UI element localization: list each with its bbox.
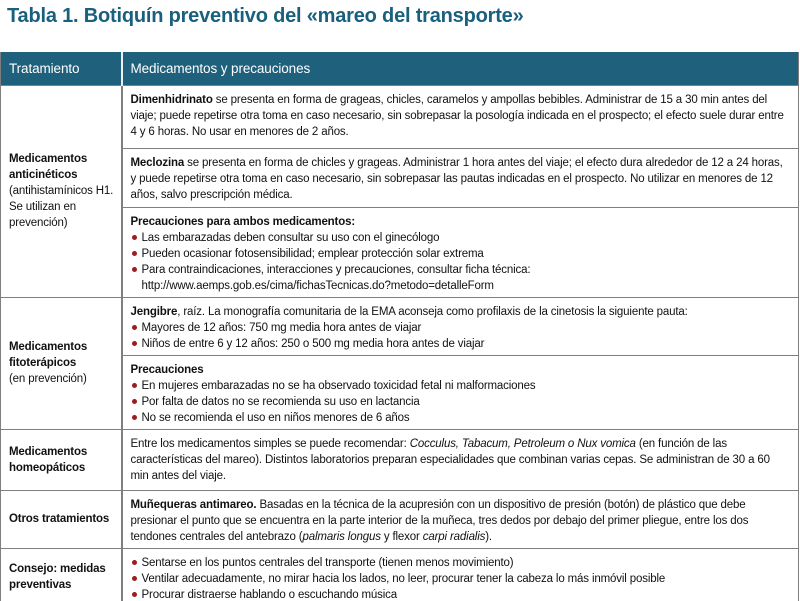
drug-paragraph [131,497,791,545]
bullet-text: Para contraindicaciones, interacciones y precauciones, consultar ficha técnica: [141,263,531,276]
treatment-name: Consejo: medidas preventivas [9,563,106,591]
table-row [1,429,799,490]
table-row [1,85,799,148]
table-row [1,548,799,601]
preventive-kit-table [0,52,799,601]
bullet-icon [132,576,137,581]
bullet-text: En mujeres embarazadas no se ha observado toxicidad fetal ni malformaciones [141,379,536,392]
treatment-note: (en prevención) [9,373,87,385]
treatment-name: Medicamentos homeopáticos [9,445,88,474]
cell-advice [122,548,799,601]
drug-name: Muñequeras antimareo. [130,498,257,511]
bullet-icon [132,383,137,388]
bullet-text: No se recomienda el uso en niños menores de 6 años [141,411,410,424]
treatment-name: Otros tratamientos [9,513,110,525]
bullet-icon [132,560,137,565]
bullet-text: Pueden ocasionar fotosensibilidad; emplear protección solar extrema [141,247,484,260]
table-row [1,297,799,355]
cell-text: Basadas en la técnica de la acupresión con un dispositivo de presión (botón) de plástico que debe presionar el punto que se encuentra en la parte interior de la muñeca, tres dedos por debajo del primer pliegue, entre los dos tendones centrales del antebrazo ( [130,498,749,543]
precautions-heading: Precauciones [130,363,204,376]
cell-jengibre [122,297,799,355]
ficha-tecnica-url: http://www.aemps.gob.es/cima/fichasTecnicas.do?metodo=detalleForm [141,279,494,292]
header-cell-treatment: Tratamiento [1,52,122,85]
cell-text: Entre los medicamentos simples se puede recomendar: [130,437,410,450]
cell-wristbands [122,490,799,548]
treatment-name: Medicamentos anticinéticos [9,153,88,181]
bullet-icon [132,415,137,420]
cell-text: y flexor [380,530,423,543]
treatment-cell-homeo [1,429,122,490]
bullet-text: Ventilar adecuadamente, no mirar hacia los lados, no leer, procurar tener la cabeza lo más inmóvil posible [141,572,666,585]
latin-names: Cocculus, Tabacum, Petroleum o Nux vomica [409,437,636,450]
precautions-heading: Precauciones para ambos medicamentos: [130,215,356,228]
table-row [1,490,799,548]
bullet-icon [132,341,137,346]
bullet-item [131,378,791,394]
bullet-icon [132,251,137,256]
drug-paragraph [131,155,791,203]
table-title: Tabla 1. Botiquín preventivo del «mareo del transporte» [7,5,524,27]
cell-text: (en función de las características del mareo). Distintos laboratorios preparan especialidades que combinan varias cepas. Se administran de 30 a 60 min antes del viaje. [130,437,770,482]
treatment-cell-phyto [1,297,122,429]
drug-paragraph [131,304,791,320]
bullet-item [131,262,791,278]
treatment-cell-other [1,490,122,548]
treatment-cell-advice [1,548,122,601]
cell-homeopathic [122,429,799,490]
bullet-text: Las embarazadas deben consultar su uso con el ginecólogo [141,231,440,244]
drug-name: Meclozina [130,156,185,169]
drug-text: se presenta en forma de chicles y grageas. Administrar 1 hora antes del viaje; el efecto dura alrededor de 12 a 24 horas, y puede repetirse otra toma en caso necesario, sin sobrepasar las pautas indicadas en el prospecto. No utilizar en menores de 12 años, salvo prescripción médica. [130,156,783,201]
cell-text: ). [485,530,492,543]
cell-meclozina [122,148,799,207]
bullet-item [131,394,791,410]
bullet-item [131,571,791,587]
latin-term: carpi radialis [422,530,486,543]
bullet-text: Niños de entre 6 y 12 años: 250 o 500 mg media hora antes de viajar [141,337,485,350]
treatment-name: Medicamentos fitoterápicos [9,341,88,369]
bullet-icon [132,592,137,597]
cell-precautions-both [122,207,799,297]
treatment-cell-anticinetics [1,85,122,297]
bullet-item [131,320,791,336]
bullet-icon [132,267,137,272]
bullet-item [131,587,791,601]
bullet-text: Mayores de 12 años: 750 mg media hora antes de viajar [141,321,422,334]
bullet-item [131,336,791,352]
bullet-icon [132,325,137,330]
drug-name: Jengibre [130,305,178,318]
header-cell-medications: Medicamentos y precauciones [122,52,799,85]
bullet-item [131,230,791,246]
drug-name: Dimenhidrinato [130,93,213,106]
drug-paragraph [131,436,791,484]
cell-dimenhidrinato [122,85,799,148]
bullet-item [131,246,791,262]
cell-precautions-phyto [122,355,799,429]
bullet-icon [132,399,137,404]
latin-term: palmaris longus [302,530,381,543]
bullet-item [131,555,791,571]
bullet-text: Sentarse en los puntos centrales del transporte (tienen menos movimiento) [141,556,514,569]
drug-paragraph [131,92,791,140]
bullet-text: Procurar distraerse hablando o escuchando música [141,588,398,601]
drug-text: se presenta en forma de grageas, chicles, caramelos y ampollas bebibles. Administrar de 15 a 30 min antes del viaje; puede repetirse otra toma en caso necesario, sin sobrepasar la posología indicada en el prospecto; el efecto suele durar entre 4 y 6 horas. No usar en menores de 2 años. [130,93,784,138]
table-header-row [1,52,799,85]
drug-text: , raíz. La monografía comunitaria de la EMA aconseja como profilaxis de la cinetosis la siguiente pauta: [177,305,688,318]
bullet-item [131,410,791,426]
bullet-text: Por falta de datos no se recomienda su uso en lactancia [141,395,420,408]
bullet-icon [132,235,137,240]
treatment-note: (antihistamínicos H1. Se utilizan en prevención) [9,185,114,229]
